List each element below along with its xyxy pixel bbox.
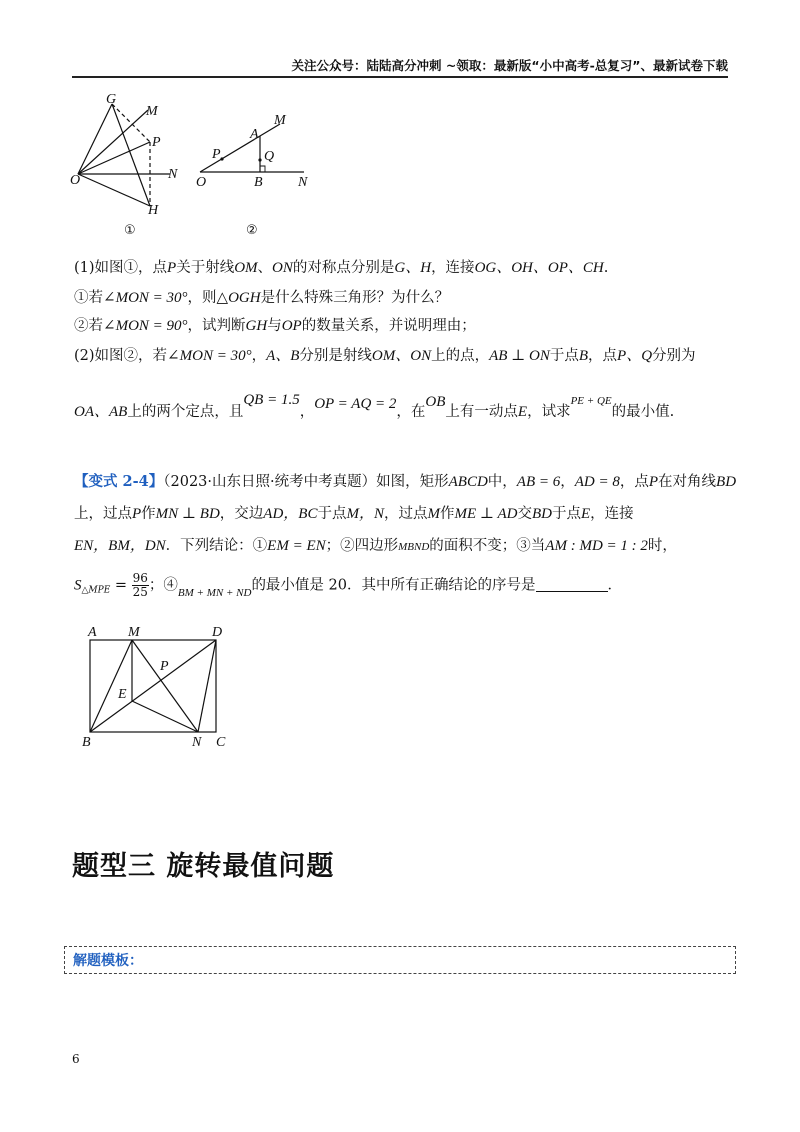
math: OP = AQ = 2 — [314, 396, 397, 412]
text: ， — [560, 474, 575, 490]
template-box — [64, 946, 736, 974]
numerator: 96 — [132, 571, 148, 585]
text: ，过点 — [383, 506, 428, 522]
text: 中， — [487, 474, 517, 490]
label-m: M — [146, 104, 158, 119]
segment-dn — [198, 640, 216, 732]
answer-blank[interactable] — [536, 577, 608, 592]
q2-line-2 — [74, 392, 675, 421]
math: OP — [281, 318, 302, 334]
label-p: P — [152, 135, 161, 150]
label-g: G — [106, 92, 117, 107]
math: GH — [245, 318, 268, 334]
math: OM、ON — [371, 348, 432, 364]
variant-tag: 【变式 2-4】 — [74, 473, 164, 490]
segment-op — [78, 142, 150, 174]
text: ，在 — [396, 404, 426, 420]
text: 的数量关系，并说明理由； — [301, 318, 476, 334]
math: ∠MON = 30° — [167, 348, 252, 364]
text: ，则 — [187, 290, 217, 306]
text: 时， — [647, 538, 677, 554]
math: EM = EN — [267, 538, 326, 554]
dashed-gp — [112, 104, 150, 142]
math: M，N — [346, 506, 384, 522]
v24-line-4 — [74, 572, 622, 599]
text: ，试判断 — [187, 318, 246, 334]
page-number: 6 — [72, 1052, 80, 1066]
text: . — [603, 260, 609, 276]
text: 、 — [257, 260, 273, 276]
label-n: N — [298, 175, 308, 190]
page-header: 关注公众号：陆陆高分冲刺 ~领取：最新版“小中高考-总复习”、最新试卷下载 — [72, 56, 728, 78]
label-q: Q — [264, 149, 275, 164]
math: E — [517, 404, 528, 420]
text: 上，过点 — [74, 506, 132, 522]
text: ；④ — [148, 577, 178, 594]
math: ON — [272, 260, 293, 276]
text: ．下列结论：① — [165, 538, 268, 554]
label-o: O — [70, 173, 81, 188]
text: （2023·山东日照·统考中考真题）如图，矩形 — [163, 474, 449, 490]
text: 的最小值是 20．其中所有正确结论的序号是 — [251, 577, 536, 594]
label-d: D — [212, 625, 223, 640]
v24-line-2 — [74, 502, 634, 523]
text: 的最小值. — [611, 404, 675, 420]
math: P — [167, 260, 177, 276]
segment-og — [78, 104, 112, 174]
label-m: M — [128, 625, 140, 640]
text: 分别是射线 — [299, 348, 372, 364]
math: △MPE — [81, 585, 111, 596]
ray-om — [78, 110, 148, 174]
text: ，交边 — [219, 506, 264, 522]
figure-3 — [80, 622, 240, 752]
label-h: H — [148, 203, 159, 218]
point-q — [258, 158, 261, 161]
math: MN ⊥ BD — [155, 506, 220, 522]
math: P、Q — [617, 348, 653, 364]
text: 于点 — [551, 506, 581, 522]
segment-gh — [112, 104, 150, 206]
label-o: O — [196, 175, 207, 190]
text: 交 — [517, 506, 532, 522]
text: 作 — [141, 506, 156, 522]
math: QB = 1.5 — [243, 392, 300, 408]
text: ，连接 — [431, 260, 475, 276]
q1-line-2 — [74, 286, 449, 307]
math: MBND — [398, 541, 430, 553]
math: OB — [425, 394, 446, 410]
text: 上的两个定点，且 — [127, 404, 244, 420]
math: E — [580, 506, 591, 522]
figure-2-caption: ② — [246, 223, 258, 238]
label-e: E — [118, 687, 127, 702]
math: PE + QE — [570, 395, 612, 407]
text: 的面积不变；③当 — [429, 538, 546, 554]
figure-2 — [192, 110, 322, 240]
text: 与 — [267, 318, 282, 334]
label-a: A — [250, 127, 259, 142]
math: S — [74, 577, 82, 594]
math: OM — [234, 260, 258, 276]
point-p — [220, 157, 223, 160]
text: 于点 — [317, 506, 347, 522]
figure-1 — [70, 92, 190, 242]
math: AD = 8 — [574, 474, 620, 490]
math: BM + MN + ND — [177, 586, 252, 599]
text: 上的点， — [431, 348, 490, 364]
text: 的对称点分别是 — [292, 260, 395, 276]
math: AD，BC — [263, 506, 318, 522]
text: ， — [299, 404, 315, 420]
math: AB = 6 — [516, 474, 561, 490]
math: ABCD — [448, 474, 488, 490]
segment-mn — [132, 640, 198, 732]
text: 作 — [439, 506, 455, 522]
text: ，点 — [619, 474, 649, 490]
math: M — [427, 506, 440, 522]
v24-line-1 — [74, 470, 736, 491]
label-p: P — [212, 147, 221, 162]
math: P — [132, 506, 142, 522]
label-c: C — [216, 735, 226, 750]
text: ；②四边形 — [325, 538, 399, 554]
math: ∠MON = 90° — [103, 318, 188, 334]
label-n: N — [168, 167, 178, 182]
math: BD — [531, 506, 552, 522]
text: ，连接 — [590, 506, 634, 522]
segment-oh — [78, 174, 150, 206]
text: ②若 — [74, 318, 103, 334]
v24-line-3 — [74, 534, 677, 555]
label-p: P — [160, 659, 169, 674]
math: OA、AB — [74, 404, 128, 420]
math: G、H — [394, 260, 432, 276]
segment-bm — [90, 640, 132, 732]
segment-en — [132, 701, 198, 732]
template-box-label: 解题模板： — [73, 953, 143, 969]
label-m: M — [274, 113, 286, 128]
math: EN，BM，DN — [74, 538, 166, 554]
text: 于点 — [549, 348, 579, 364]
text: ， — [251, 348, 267, 364]
math: △OGH — [216, 290, 261, 306]
text: ，试求 — [527, 404, 571, 420]
section-title: 题型三 旋转最值问题 — [72, 851, 335, 882]
label-a: A — [88, 625, 97, 640]
label-b: B — [254, 175, 263, 190]
right-angle-mark — [260, 166, 265, 172]
text: 是什么特殊三角形？为什么？ — [260, 290, 450, 306]
text: 关于射线 — [176, 260, 235, 276]
figure-1-caption: ① — [124, 223, 136, 238]
math: AB ⊥ ON — [489, 348, 550, 364]
diagonal-bd — [90, 640, 216, 732]
math: BD — [716, 474, 737, 490]
math: OG、OH、OP、CH — [474, 260, 604, 276]
text: ． — [607, 577, 622, 594]
math: ME ⊥ AD — [454, 506, 518, 522]
label-b: B — [82, 735, 91, 750]
math: B — [578, 348, 589, 364]
fraction — [132, 572, 149, 599]
denominator: 25 — [132, 585, 148, 599]
text: (2)如图②，若 — [74, 348, 168, 364]
text: 分别为 — [652, 348, 696, 364]
text: (1)如图①，点 — [74, 260, 168, 276]
q1-line-1 — [74, 256, 608, 277]
text: 在对角线 — [658, 474, 717, 490]
text: = — [110, 577, 132, 594]
math: P — [648, 474, 659, 490]
text: 上有一动点 — [445, 404, 518, 420]
text: ，点 — [588, 348, 618, 364]
q1-line-3 — [74, 314, 476, 335]
math: ∠MON = 30° — [103, 290, 188, 306]
q2-line-1 — [74, 344, 696, 365]
math: A、B — [266, 348, 300, 364]
text: ①若 — [74, 290, 103, 306]
label-n: N — [192, 735, 202, 750]
math: AM : MD = 1 : 2 — [545, 538, 648, 554]
